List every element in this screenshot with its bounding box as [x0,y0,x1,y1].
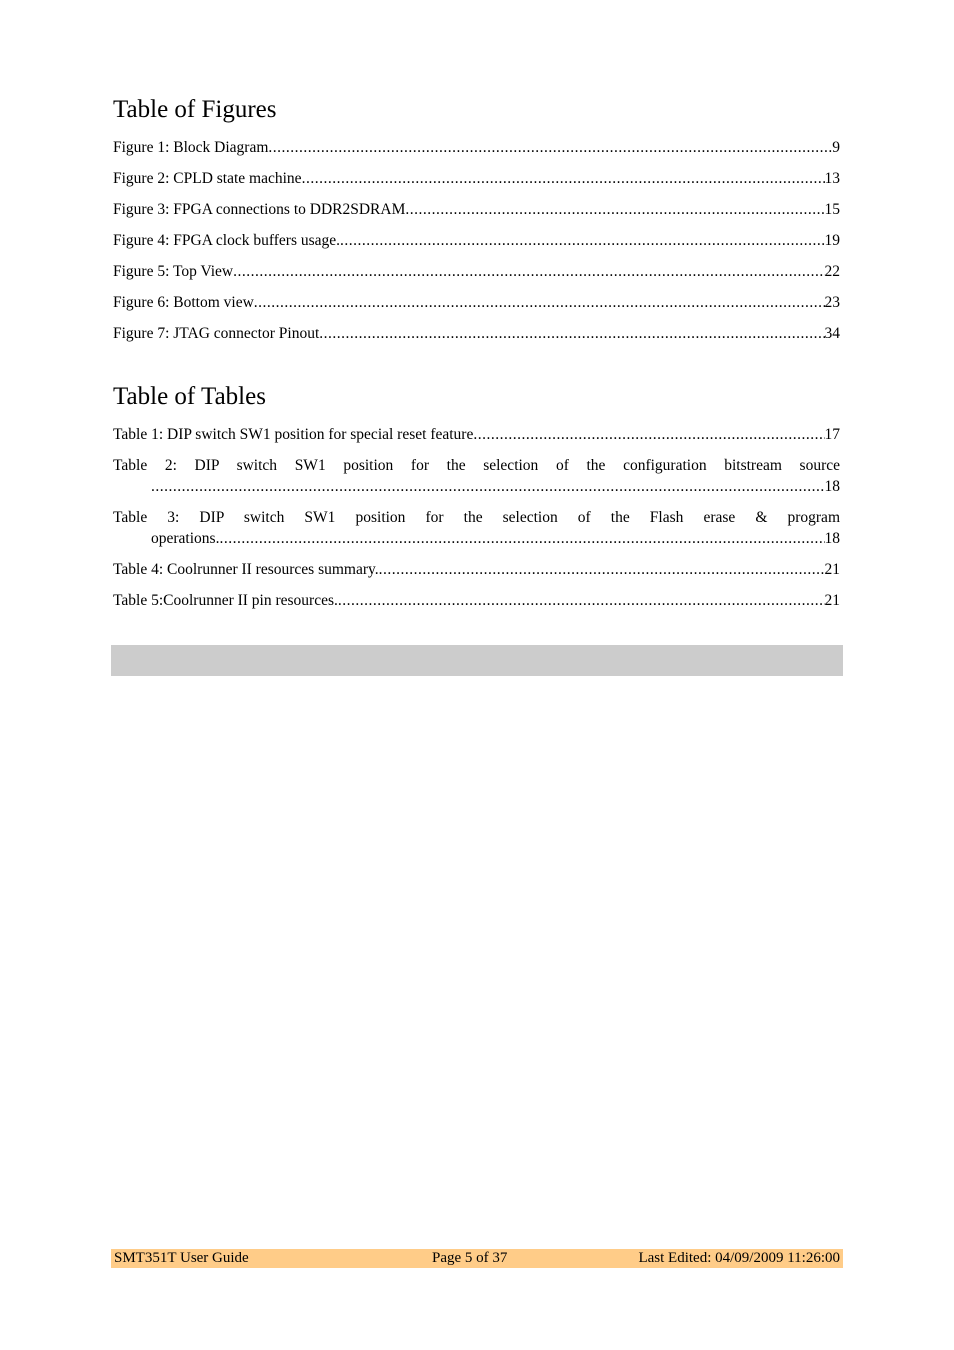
table-entry-1[interactable] [113,424,840,445]
entry-label-line-2: operations. [151,530,220,547]
dot-leader [268,137,832,158]
figure-entry-5[interactable] [113,261,840,282]
figure-entry-6[interactable] [113,292,840,313]
dot-leader [254,292,825,313]
entry-label-line-1: Table 3: DIP switch SW1 position for the selection of the Flash erase & program [113,509,840,526]
table-of-figures-heading: Table of Figures [113,96,277,123]
table-entry-5[interactable] [113,590,840,611]
entry-page: 23 [824,294,840,311]
entry-page: 21 [824,592,840,609]
page-footer [111,1249,843,1268]
dot-leader [233,261,824,282]
dot-leader [340,230,824,251]
dot-leader [405,199,824,220]
table-entry-4[interactable] [113,559,840,580]
entry-page: 13 [824,170,840,187]
dot-leader [379,559,825,580]
dot-leader [338,590,825,611]
entry-page: 21 [824,561,840,578]
figure-entry-4[interactable] [113,230,840,251]
table-entry-3[interactable] [113,507,840,549]
tables-list [113,424,840,621]
entry-label: Figure 6: Bottom view [113,294,254,311]
figures-list [113,137,840,354]
entry-page: 9 [832,139,840,156]
entry-label: Figure 4: FPGA clock buffers usage. [113,232,341,249]
entry-page: 34 [824,325,840,342]
dot-leader [302,168,825,189]
entry-label: Table 5:Coolrunner II pin resources. [113,592,338,609]
figure-entry-1[interactable] [113,137,840,158]
figure-entry-3[interactable] [113,199,840,220]
entry-label: Figure 5: Top View [113,263,234,280]
entry-label: Table 1: DIP switch SW1 position for special reset feature [113,426,474,443]
figure-entry-2[interactable] [113,168,840,189]
entry-page: 18 [824,478,840,495]
entry-label: Figure 2: CPLD state machine [113,170,302,187]
dot-leader [319,323,824,344]
entry-label: Figure 1: Block Diagram [113,139,269,156]
entry-page: 17 [824,426,840,443]
entry-label-line-1: Table 2: DIP switch SW1 position for the selection of the configuration bitstream source [113,457,840,474]
figure-entry-7[interactable] [113,323,840,344]
entry-label: Figure 3: FPGA connections to DDR2SDRAM [113,201,406,218]
entry-page: 18 [824,530,840,547]
dot-leader [151,476,825,497]
entry-label: Table 4: Coolrunner II resources summary. [113,561,379,578]
shaded-band [111,645,843,676]
footer-last-edited: Last Edited: 04/09/2009 11:26:00 [638,1250,840,1266]
footer-document-title: SMT351T User Guide [114,1250,249,1266]
dot-leader [219,528,824,549]
table-of-tables-heading: Table of Tables [113,383,266,410]
table-entry-2[interactable] [113,455,840,497]
entry-page: 19 [824,232,840,249]
entry-label: Figure 7: JTAG connector Pinout [113,325,320,342]
entry-page: 22 [824,263,840,280]
entry-page: 15 [824,201,840,218]
footer-page-number: Page 5 of 37 [432,1250,508,1266]
dot-leader [473,424,824,445]
